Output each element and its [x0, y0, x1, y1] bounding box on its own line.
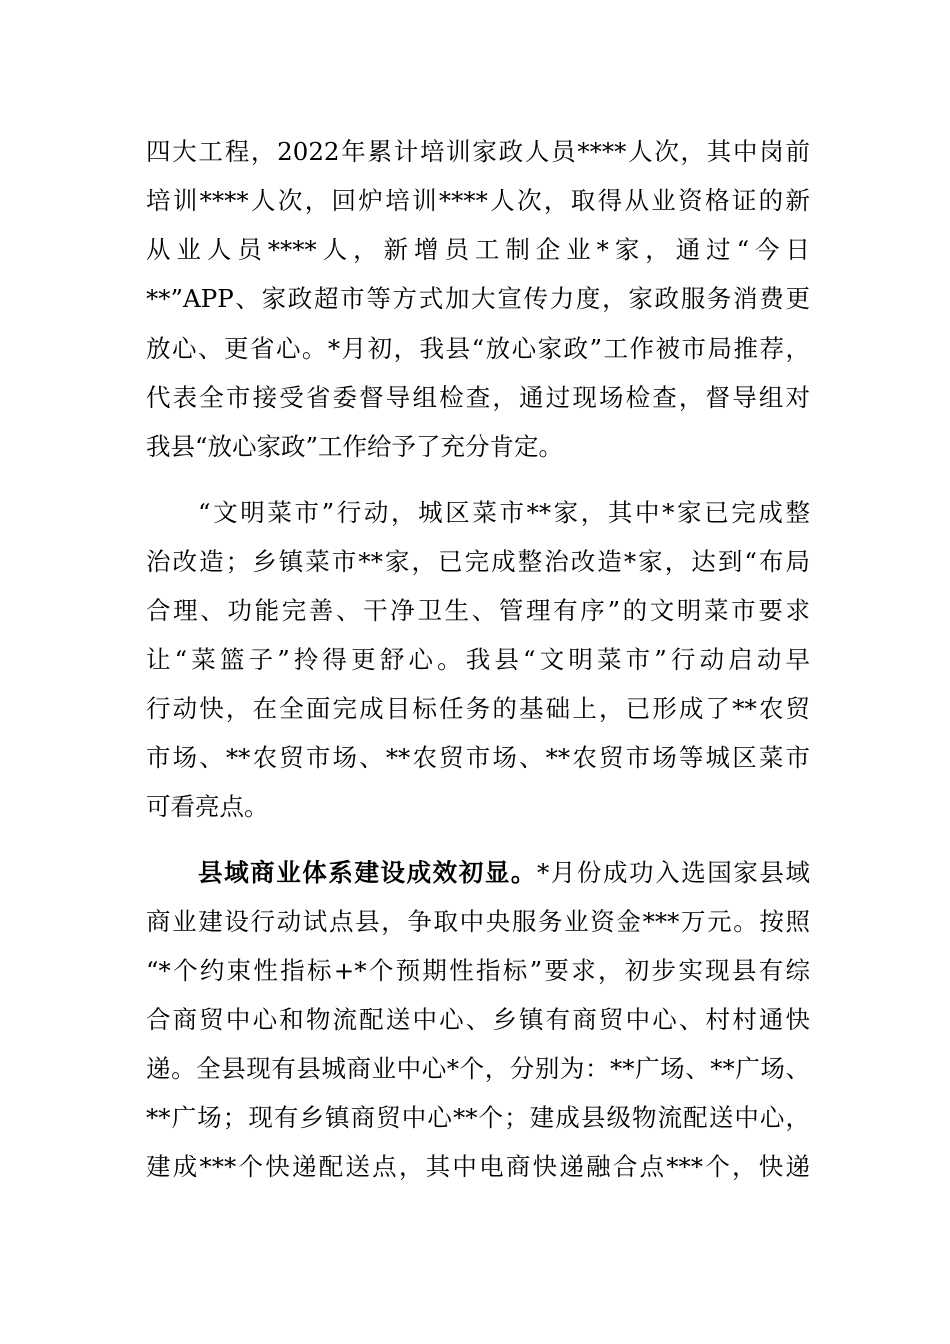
paragraph-3-line-5: 递。全县现有县城商业中心*个，分别为：**广场、**广场、: [146, 1054, 810, 1083]
paragraph-2-line-7: 可看亮点。: [146, 792, 269, 821]
paragraph-3-lead-heading: 县域商业体系建设成效初显。: [198, 858, 537, 887]
paragraph-1-line-3: 从业人员****人，新增员工制企业*家，通过“今日: [146, 235, 810, 264]
paragraph-3-line-2: 商业建设行动试点县，争取中央服务业资金***万元。按照: [146, 907, 810, 936]
paragraph-1-line-6: 代表全市接受省委督导组检查，通过现场检查，督导组对: [146, 383, 810, 412]
paragraph-3-line-6: **广场；现有乡镇商贸中心**个；建成县级物流配送中心，: [146, 1103, 810, 1132]
paragraph-2-line-3: 合理、功能完善、干净卫生、管理有序”的文明菜市要求: [146, 596, 810, 625]
paragraph-1-line-4: **”APP、家政超市等方式加大宣传力度，家政服务消费更: [146, 284, 810, 313]
paragraph-2-line-5: 行动快，在全面完成目标任务的基础上，已形成了**农贸: [146, 694, 810, 723]
paragraph-3-line-1: [198, 855, 810, 891]
paragraph-2-line-4: 让“菜篮子”拎得更舒心。我县“文明菜市”行动启动早: [146, 645, 810, 674]
paragraph-1-line-2: 培训****人次，回炉培训****人次，取得从业资格证的新: [146, 186, 810, 215]
paragraph-3-line-1-text: *月份成功入选国家县域: [537, 858, 811, 887]
paragraph-3-line-7: 建成***个快递配送点，其中电商快递融合点***个，快递: [146, 1152, 810, 1181]
paragraph-2-line-1: “文明菜市”行动，城区菜市**家，其中*家已完成整: [198, 498, 810, 527]
paragraph-2-line-2: 治改造；乡镇菜市**家，已完成整治改造*家，达到“布局: [146, 547, 810, 576]
paragraph-1-line-1: 四大工程，2022年累计培训家政人员****人次，其中岗前: [146, 137, 810, 166]
paragraph-2-line-6: 市场、**农贸市场、**农贸市场、**农贸市场等城区菜市: [146, 743, 810, 772]
paragraph-1-line-5: 放心、更省心。*月初，我县“放心家政”工作被市局推荐，: [146, 334, 810, 363]
paragraph-1-line-7: 我县“放心家政”工作给予了充分肯定。: [146, 432, 564, 461]
paragraph-3-line-3: “*个约束性指标+*个预期性指标”要求，初步实现县有综: [146, 956, 810, 985]
paragraph-3-line-4: 合商贸中心和物流配送中心、乡镇有商贸中心、村村通快: [146, 1005, 810, 1034]
